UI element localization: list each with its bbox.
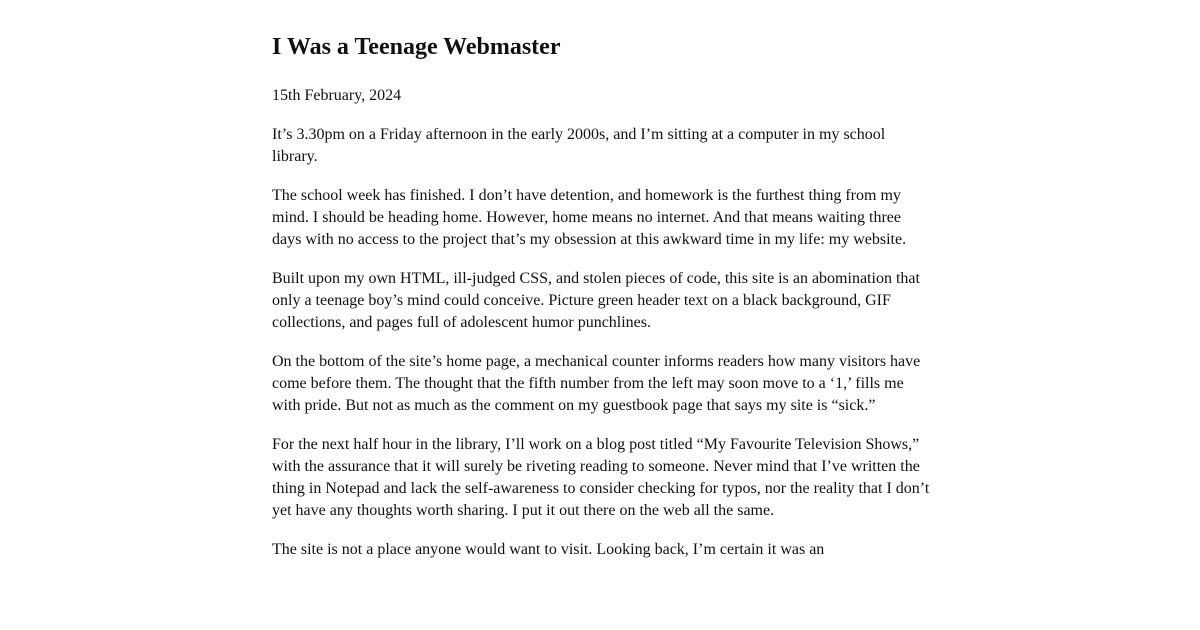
article-date: 15th February, 2024 [272, 87, 402, 104]
paragraph: The site is not a place anyone would want to visit. Looking back, I’m certain it was an [272, 541, 825, 558]
paragraph: For the next half hour in the library, I’ll work on a blog post titled “My Favourite Television Shows,” with the assurance that it will surely be riveting reading to someone. Never mind that I’ve written the thing in Notepad and lack the self-awareness to consider checking for typos, nor the reality that I don’t yet have any thoughts worth sharing. I put it out there on the web all the same. [272, 436, 930, 519]
paragraph: Built upon my own HTML, ill-judged CSS, and stolen pieces of code, this site is an abomination that only a teenage boy’s mind could conceive. Picture green header text on a black background, GIF collections, and pages full of adolescent humor punchlines. [272, 270, 920, 331]
paragraph: On the bottom of the site’s home page, a mechanical counter informs readers how many visitors have come before them. The thought that the fifth number from the left may soon move to a ‘1,’ fills me with pride. But not as much as the comment on my guestbook page that says my site is “sick.” [272, 353, 921, 414]
article-title: I Was a Teenage Webmaster [272, 34, 561, 60]
article [272, 0, 932, 561]
paragraph: The school week has finished. I don’t have detention, and homework is the furthest thing from my mind. I should be heading home. However, home means no internet. And that means waiting three days with no access to the project that’s my obsession at this awkward time in my life: my website. [272, 187, 907, 248]
paragraph: It’s 3.30pm on a Friday afternoon in the early 2000s, and I’m sitting at a computer in my school library. [272, 126, 886, 165]
